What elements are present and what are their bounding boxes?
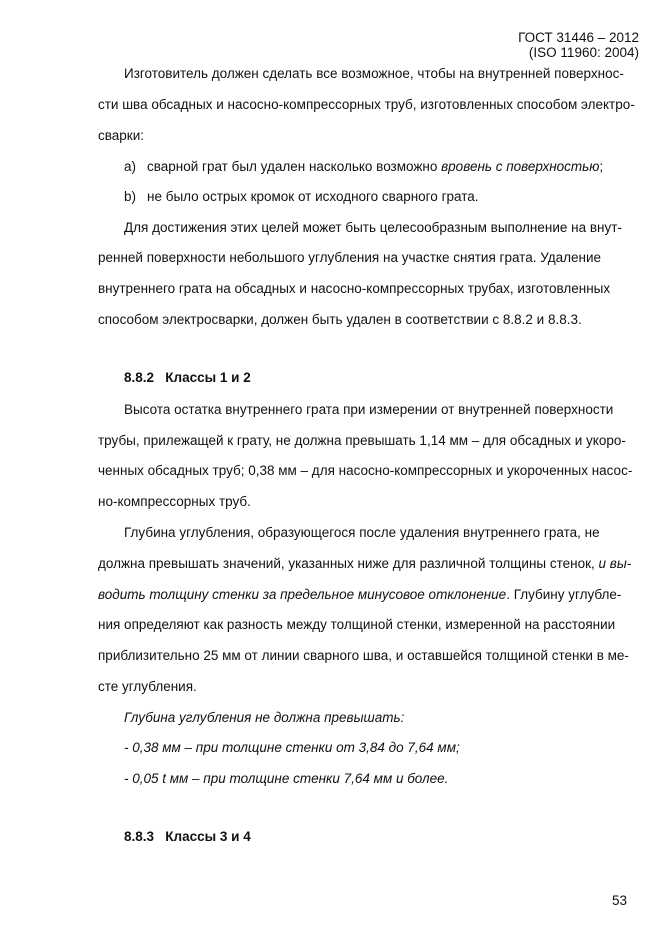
para4-line-1: Глубина углубления, образующегося после удаления внутреннего грата, не <box>124 525 600 540</box>
section-title: Классы 3 и 4 <box>165 829 251 844</box>
para4-line-3 <box>98 587 621 603</box>
para3-line-4: но-компрессорных труб. <box>98 494 251 509</box>
list-item-b <box>124 189 479 205</box>
intro-line-3: сварки: <box>98 128 144 143</box>
para4-line-3-italic: водить толщину стенки за предельное минусовое отклонение <box>98 587 507 602</box>
para3-line-3: ченных обсадных труб; 0,38 мм – для насосно-компрессорных и укороченных насос- <box>98 463 633 478</box>
italic-line-1: Глубина углубления не должна превышать: <box>124 710 405 725</box>
list-a-end: ; <box>599 159 604 174</box>
para4-line-3-plain: . Глубину углубле- <box>506 587 622 602</box>
para4-line-5: приблизительно 25 мм от линии сварного шва, и оставшейся толщиной стенки в ме- <box>98 648 629 663</box>
document-header <box>518 30 639 60</box>
section-number: 8.8.3 <box>124 829 155 844</box>
intro-line-2: сти шва обсадных и насосно-компрессорных труб, изготовленных способом электро- <box>98 97 635 112</box>
para4-line-2-italic: и вы- <box>598 556 632 571</box>
intro-line-1: Изготовитель должен сделать все возможное, чтобы на внутренней поверхнос- <box>124 66 624 81</box>
para4-line-4: ния определяют как разность между толщиной стенки, измеренной на расстоянии <box>98 617 616 632</box>
list-item-a <box>124 159 603 175</box>
para2-line-1: Для достижения этих целей может быть целесообразным выполнение на внут- <box>124 220 622 235</box>
section-heading-882 <box>124 370 251 386</box>
italic-line-2: - 0,38 мм – при толщине стенки от 3,84 до 7,64 мм; <box>124 740 460 755</box>
iso-designation: (ISO 11960: 2004) <box>528 45 639 60</box>
italic-line-3: - 0,05 t мм – при толщине стенки 7,64 мм и более. <box>124 771 449 786</box>
section-number: 8.8.2 <box>124 370 155 385</box>
list-marker-a: а) <box>124 159 137 174</box>
list-a-text: сварной грат был удален насколько возможно <box>147 159 442 174</box>
list-b-text: не было острых кромок от исходного сварного грата. <box>147 189 479 204</box>
page-number: 53 <box>611 893 627 908</box>
list-marker-b: b) <box>124 189 137 204</box>
para2-line-4: способом электросварки, должен быть удален в соответствии с 8.8.2 и 8.8.3. <box>98 312 582 327</box>
list-a-italic: вровень с поверхностью <box>441 159 600 174</box>
para2-line-3: внутреннего грата на обсадных и насосно-компрессорных трубах, изготовленных <box>98 281 611 296</box>
para4-line-2-plain: должна превышать значений, указанных ниже для различной толщины стенок, <box>98 556 599 571</box>
para3-line-1: Высота остатка внутреннего грата при измерении от внутренней поверхности <box>124 402 614 417</box>
section-title: Классы 1 и 2 <box>165 370 251 385</box>
para3-line-2: трубы, прилежащей к грату, не должна превышать 1,14 мм – для обсадных и укоро- <box>98 433 626 448</box>
para2-line-2: ренней поверхности небольшого углубления на участке снятия грата. Удаление <box>98 250 602 265</box>
section-heading-883 <box>124 829 251 845</box>
para4-line-2 <box>98 556 631 572</box>
para4-line-6: сте углубления. <box>98 679 197 694</box>
standard-designation: ГОСТ 31446 – 2012 <box>518 30 639 45</box>
